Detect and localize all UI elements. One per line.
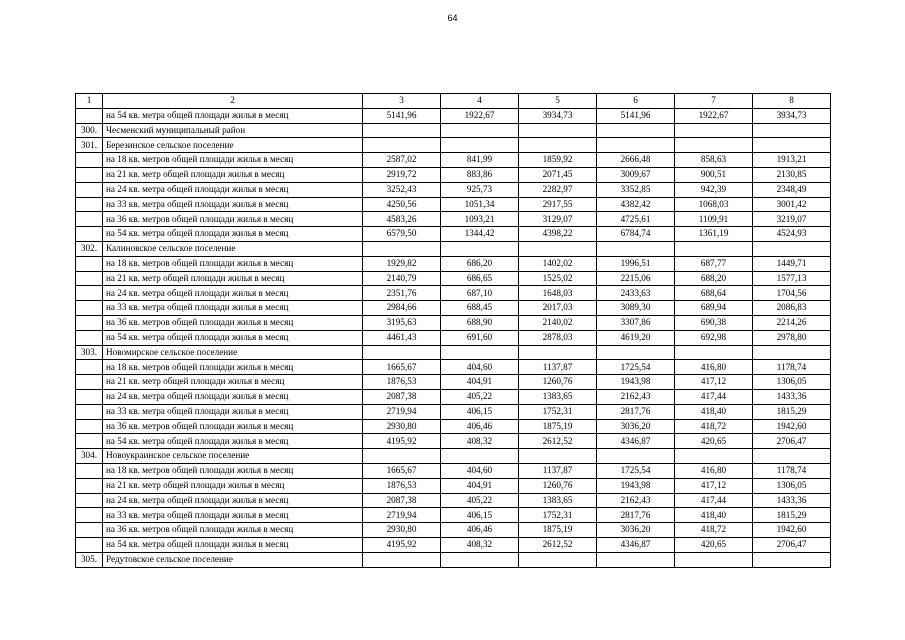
value-cell-col4: 1051,34: [441, 197, 519, 212]
value-cell-col3: 4461,43: [363, 330, 441, 345]
value-cell-col4: 841,99: [441, 153, 519, 168]
value-cell-col7: 417,44: [675, 493, 753, 508]
section-title-cell: Редутовское сельское поселение: [103, 552, 363, 567]
section-row: [76, 138, 831, 153]
header-cell: 3: [363, 94, 441, 109]
header-cell: 8: [753, 94, 831, 109]
value-cell-col7: 418,40: [675, 404, 753, 419]
row-number-cell: [76, 108, 103, 123]
row-number-cell: [76, 167, 103, 182]
value-cell-col8: 1306,05: [753, 375, 831, 390]
value-cell-col6: 2162,43: [597, 389, 675, 404]
table-row: [76, 360, 831, 375]
row-number-cell: 304.: [76, 449, 103, 464]
value-cell-col4: 406,15: [441, 508, 519, 523]
value-cell-col6: [597, 241, 675, 256]
value-cell-col3: 2087,38: [363, 389, 441, 404]
value-cell-col4: 688,90: [441, 315, 519, 330]
row-number-cell: [76, 434, 103, 449]
value-cell-col7: 418,72: [675, 523, 753, 538]
row-label-cell: на 54 кв. метра общей площади жилья в месяц: [103, 330, 363, 345]
value-cell-col3: [363, 241, 441, 256]
row-number-cell: [76, 212, 103, 227]
value-cell-col5: 1383,65: [519, 493, 597, 508]
row-label-cell: на 33 кв. метра общей площади жилья в месяц: [103, 508, 363, 523]
value-cell-col3: 2087,38: [363, 493, 441, 508]
value-cell-col5: 3129,07: [519, 212, 597, 227]
value-cell-col7: 1922,67: [675, 108, 753, 123]
section-title-cell: Березинское сельское поселение: [103, 138, 363, 153]
value-cell-col7: 942,39: [675, 182, 753, 197]
value-cell-col5: 2612,52: [519, 537, 597, 552]
row-number-cell: 303.: [76, 345, 103, 360]
value-cell-col8: 1942,60: [753, 523, 831, 538]
value-cell-col6: 1943,98: [597, 478, 675, 493]
table-row: [76, 256, 831, 271]
value-cell-col4: 408,32: [441, 537, 519, 552]
row-number-cell: [76, 463, 103, 478]
value-cell-col5: 1525,02: [519, 271, 597, 286]
value-cell-col5: 1260,76: [519, 478, 597, 493]
value-cell-col5: 1875,19: [519, 419, 597, 434]
value-cell-col3: [363, 138, 441, 153]
value-cell-col8: 1942,60: [753, 419, 831, 434]
value-cell-col3: 1665,67: [363, 463, 441, 478]
value-cell-col3: 2351,76: [363, 286, 441, 301]
row-label-cell: на 36 кв. метров общей площади жилья в месяц: [103, 523, 363, 538]
value-cell-col3: 1929,82: [363, 256, 441, 271]
header-cell: 1: [76, 94, 103, 109]
value-cell-col6: [597, 552, 675, 567]
value-cell-col5: 2017,03: [519, 301, 597, 316]
value-cell-col7: [675, 241, 753, 256]
section-title-cell: Новоукраинское сельское поселение: [103, 449, 363, 464]
header-cell: 2: [103, 94, 363, 109]
value-cell-col4: 1344,42: [441, 227, 519, 242]
row-label-cell: на 18 кв. метров общей площади жилья в месяц: [103, 360, 363, 375]
section-title-cell: Чесменский муниципальный район: [103, 123, 363, 138]
value-cell-col4: [441, 123, 519, 138]
value-cell-col6: 2433,63: [597, 286, 675, 301]
value-cell-col7: 687,77: [675, 256, 753, 271]
table-row: [76, 463, 831, 478]
row-label-cell: на 33 кв. метра общей площади жилья в месяц: [103, 301, 363, 316]
value-cell-col7: [675, 552, 753, 567]
row-number-cell: [76, 153, 103, 168]
value-cell-col6: 3036,20: [597, 419, 675, 434]
row-number-cell: [76, 330, 103, 345]
value-cell-col3: 1665,67: [363, 360, 441, 375]
row-number-cell: [76, 419, 103, 434]
row-number-cell: [76, 537, 103, 552]
value-cell-col3: 1876,53: [363, 478, 441, 493]
value-cell-col6: 2162,43: [597, 493, 675, 508]
header-cell: 5: [519, 94, 597, 109]
value-cell-col5: 1137,87: [519, 360, 597, 375]
value-cell-col3: 4195,92: [363, 434, 441, 449]
value-cell-col8: 1815,29: [753, 508, 831, 523]
value-cell-col4: [441, 138, 519, 153]
row-label-cell: на 33 кв. метра общей площади жилья в месяц: [103, 197, 363, 212]
table-row: [76, 330, 831, 345]
value-cell-col4: 686,20: [441, 256, 519, 271]
table-row: [76, 434, 831, 449]
table-row: [76, 389, 831, 404]
value-cell-col4: [441, 552, 519, 567]
value-cell-col6: [597, 449, 675, 464]
value-cell-col4: 686,65: [441, 271, 519, 286]
value-cell-col4: 404,91: [441, 375, 519, 390]
value-cell-col5: 2612,52: [519, 434, 597, 449]
row-label-cell: на 21 кв. метр общей площади жилья в месяц: [103, 167, 363, 182]
value-cell-col4: 687,10: [441, 286, 519, 301]
value-cell-col7: [675, 449, 753, 464]
row-number-cell: [76, 478, 103, 493]
value-cell-col6: 4619,20: [597, 330, 675, 345]
row-number-cell: [76, 493, 103, 508]
value-cell-col7: 689,94: [675, 301, 753, 316]
value-cell-col8: 1815,29: [753, 404, 831, 419]
value-cell-col7: 417,12: [675, 375, 753, 390]
row-label-cell: на 18 кв. метров общей площади жилья в месяц: [103, 153, 363, 168]
row-number-cell: 305.: [76, 552, 103, 567]
value-cell-col7: 858,63: [675, 153, 753, 168]
value-cell-col8: 1178,74: [753, 360, 831, 375]
row-number-cell: [76, 389, 103, 404]
value-cell-col5: [519, 138, 597, 153]
value-cell-col3: 4195,92: [363, 537, 441, 552]
value-cell-col3: 5141,96: [363, 108, 441, 123]
value-cell-col4: 405,22: [441, 389, 519, 404]
row-number-cell: [76, 375, 103, 390]
value-cell-col5: 1752,31: [519, 508, 597, 523]
value-cell-col8: 1704,56: [753, 286, 831, 301]
value-cell-col4: 883,86: [441, 167, 519, 182]
value-cell-col5: 2917,55: [519, 197, 597, 212]
value-cell-col7: 416,80: [675, 463, 753, 478]
row-label-cell: на 24 кв. метра общей площади жилья в месяц: [103, 286, 363, 301]
section-row: [76, 449, 831, 464]
value-cell-col8: [753, 138, 831, 153]
value-cell-col8: 2130,85: [753, 167, 831, 182]
table-row: [76, 212, 831, 227]
value-cell-col6: [597, 123, 675, 138]
value-cell-col8: 1433,36: [753, 389, 831, 404]
value-cell-col5: 1875,19: [519, 523, 597, 538]
table-row: [76, 271, 831, 286]
value-cell-col7: 1109,91: [675, 212, 753, 227]
value-cell-col7: 690,38: [675, 315, 753, 330]
value-cell-col3: [363, 449, 441, 464]
row-label-cell: на 24 кв. метра общей площади жилья в месяц: [103, 182, 363, 197]
row-label-cell: на 21 кв. метр общей площади жилья в месяц: [103, 478, 363, 493]
value-cell-col4: 404,91: [441, 478, 519, 493]
table-row: [76, 197, 831, 212]
row-label-cell: на 36 кв. метров общей площади жилья в месяц: [103, 315, 363, 330]
value-cell-col5: [519, 552, 597, 567]
value-cell-col6: 6784,74: [597, 227, 675, 242]
value-cell-col5: 1402,02: [519, 256, 597, 271]
value-cell-col7: 1361,19: [675, 227, 753, 242]
value-cell-col4: 406,46: [441, 523, 519, 538]
tariff-table: [75, 93, 831, 568]
header-cell: 7: [675, 94, 753, 109]
table-row: [76, 301, 831, 316]
value-cell-col5: [519, 449, 597, 464]
table-row: [76, 419, 831, 434]
value-cell-col4: 925,73: [441, 182, 519, 197]
value-cell-col3: [363, 345, 441, 360]
value-cell-col8: [753, 552, 831, 567]
value-cell-col7: 417,44: [675, 389, 753, 404]
value-cell-col8: 1913,21: [753, 153, 831, 168]
value-cell-col7: [675, 345, 753, 360]
row-number-cell: 302.: [76, 241, 103, 256]
row-label-cell: на 54 кв. метра общей площади жилья в месяц: [103, 108, 363, 123]
value-cell-col6: 3352,85: [597, 182, 675, 197]
value-cell-col4: 405,22: [441, 493, 519, 508]
value-cell-col5: 4398,22: [519, 227, 597, 242]
value-cell-col3: 4250,56: [363, 197, 441, 212]
value-cell-col5: 2140,02: [519, 315, 597, 330]
row-label-cell: на 54 кв. метра общей площади жилья в месяц: [103, 227, 363, 242]
value-cell-col8: 2978,80: [753, 330, 831, 345]
value-cell-col3: 2984,66: [363, 301, 441, 316]
value-cell-col5: [519, 345, 597, 360]
row-number-cell: 300.: [76, 123, 103, 138]
table-row: [76, 478, 831, 493]
value-cell-col4: 1922,67: [441, 108, 519, 123]
value-cell-col3: [363, 552, 441, 567]
header-row: [76, 94, 831, 109]
value-cell-col7: [675, 123, 753, 138]
value-cell-col3: 2919,72: [363, 167, 441, 182]
value-cell-col3: 1876,53: [363, 375, 441, 390]
value-cell-col3: 2930,80: [363, 523, 441, 538]
value-cell-col5: 1859,92: [519, 153, 597, 168]
value-cell-col3: 3252,43: [363, 182, 441, 197]
row-label-cell: на 18 кв. метров общей площади жилья в месяц: [103, 463, 363, 478]
table-row: [76, 537, 831, 552]
table-body: [76, 108, 831, 567]
value-cell-col8: 2214,26: [753, 315, 831, 330]
value-cell-col6: 3009,67: [597, 167, 675, 182]
row-label-cell: на 33 кв. метра общей площади жилья в месяц: [103, 404, 363, 419]
value-cell-col6: 2215,06: [597, 271, 675, 286]
row-label-cell: на 24 кв. метра общей площади жилья в месяц: [103, 493, 363, 508]
value-cell-col6: 4725,61: [597, 212, 675, 227]
value-cell-col8: [753, 449, 831, 464]
value-cell-col6: 2817,76: [597, 508, 675, 523]
value-cell-col4: [441, 345, 519, 360]
value-cell-col5: 1752,31: [519, 404, 597, 419]
value-cell-col8: 1449,71: [753, 256, 831, 271]
value-cell-col4: 408,32: [441, 434, 519, 449]
value-cell-col6: 2666,48: [597, 153, 675, 168]
value-cell-col6: 2817,76: [597, 404, 675, 419]
value-cell-col8: 1306,05: [753, 478, 831, 493]
value-cell-col6: [597, 345, 675, 360]
value-cell-col8: [753, 345, 831, 360]
section-title-cell: Новомирское сельское поселение: [103, 345, 363, 360]
value-cell-col8: 4524,93: [753, 227, 831, 242]
section-row: [76, 552, 831, 567]
value-cell-col4: 406,46: [441, 419, 519, 434]
value-cell-col3: 2930,80: [363, 419, 441, 434]
value-cell-col7: 900,51: [675, 167, 753, 182]
row-label-cell: на 21 кв. метр общей площади жилья в месяц: [103, 375, 363, 390]
value-cell-col7: 420,65: [675, 434, 753, 449]
value-cell-col7: 416,80: [675, 360, 753, 375]
value-cell-col7: 1068,03: [675, 197, 753, 212]
value-cell-col4: 691,60: [441, 330, 519, 345]
value-cell-col6: [597, 138, 675, 153]
section-row: [76, 345, 831, 360]
value-cell-col5: 2878,03: [519, 330, 597, 345]
row-number-cell: [76, 182, 103, 197]
value-cell-col7: 688,64: [675, 286, 753, 301]
table-row: [76, 182, 831, 197]
table-row: [76, 508, 831, 523]
row-number-cell: [76, 315, 103, 330]
value-cell-col7: [675, 138, 753, 153]
value-cell-col5: 1137,87: [519, 463, 597, 478]
row-number-cell: [76, 508, 103, 523]
value-cell-col5: 1260,76: [519, 375, 597, 390]
value-cell-col5: 1648,03: [519, 286, 597, 301]
value-cell-col4: 688,45: [441, 301, 519, 316]
value-cell-col6: 4346,87: [597, 537, 675, 552]
section-title-cell: Калиновское сельское поселение: [103, 241, 363, 256]
table-row: [76, 375, 831, 390]
value-cell-col6: 5141,96: [597, 108, 675, 123]
value-cell-col6: 1943,98: [597, 375, 675, 390]
value-cell-col3: 2719,94: [363, 404, 441, 419]
value-cell-col4: [441, 241, 519, 256]
row-number-cell: [76, 227, 103, 242]
value-cell-col8: 2706,47: [753, 434, 831, 449]
table-row: [76, 404, 831, 419]
value-cell-col8: 2348,49: [753, 182, 831, 197]
value-cell-col6: 3089,30: [597, 301, 675, 316]
value-cell-col5: 2282,97: [519, 182, 597, 197]
row-number-cell: 301.: [76, 138, 103, 153]
value-cell-col6: 4346,87: [597, 434, 675, 449]
row-number-cell: [76, 360, 103, 375]
table-row: [76, 493, 831, 508]
table-row: [76, 153, 831, 168]
value-cell-col3: [363, 123, 441, 138]
value-cell-col6: 1725,54: [597, 463, 675, 478]
row-number-cell: [76, 197, 103, 212]
row-label-cell: на 54 кв. метра общей площади жилья в месяц: [103, 537, 363, 552]
value-cell-col5: 1383,65: [519, 389, 597, 404]
row-number-cell: [76, 271, 103, 286]
value-cell-col3: 2587,02: [363, 153, 441, 168]
value-cell-col8: 1577,13: [753, 271, 831, 286]
row-label-cell: на 36 кв. метров общей площади жилья в месяц: [103, 419, 363, 434]
value-cell-col4: 406,15: [441, 404, 519, 419]
value-cell-col6: 1996,51: [597, 256, 675, 271]
value-cell-col8: 1433,36: [753, 493, 831, 508]
row-number-cell: [76, 286, 103, 301]
value-cell-col8: 2086,83: [753, 301, 831, 316]
section-row: [76, 123, 831, 138]
section-row: [76, 241, 831, 256]
value-cell-col5: [519, 241, 597, 256]
value-cell-col4: 1093,21: [441, 212, 519, 227]
value-cell-col4: 404,60: [441, 463, 519, 478]
table-row: [76, 108, 831, 123]
table-row: [76, 286, 831, 301]
value-cell-col3: 4583,26: [363, 212, 441, 227]
value-cell-col8: [753, 241, 831, 256]
value-cell-col6: 1725,54: [597, 360, 675, 375]
value-cell-col7: 417,12: [675, 478, 753, 493]
row-number-cell: [76, 523, 103, 538]
table-row: [76, 315, 831, 330]
value-cell-col5: [519, 123, 597, 138]
value-cell-col7: 420,65: [675, 537, 753, 552]
value-cell-col7: 692,98: [675, 330, 753, 345]
table-row: [76, 167, 831, 182]
table-row: [76, 227, 831, 242]
value-cell-col5: 2071,45: [519, 167, 597, 182]
value-cell-col3: 6579,50: [363, 227, 441, 242]
row-label-cell: на 36 кв. метров общей площади жилья в месяц: [103, 212, 363, 227]
value-cell-col8: 1178,74: [753, 463, 831, 478]
value-cell-col4: [441, 449, 519, 464]
value-cell-col4: 404,60: [441, 360, 519, 375]
value-cell-col7: 418,40: [675, 508, 753, 523]
value-cell-col6: 4382,42: [597, 197, 675, 212]
value-cell-col8: [753, 123, 831, 138]
value-cell-col3: 2140,79: [363, 271, 441, 286]
value-cell-col8: 3219,07: [753, 212, 831, 227]
value-cell-col6: 3036,20: [597, 523, 675, 538]
value-cell-col6: 3307,86: [597, 315, 675, 330]
row-number-cell: [76, 301, 103, 316]
row-label-cell: на 18 кв. метров общей площади жилья в месяц: [103, 256, 363, 271]
value-cell-col8: 2706,47: [753, 537, 831, 552]
row-label-cell: на 24 кв. метра общей площади жилья в месяц: [103, 389, 363, 404]
header-cell: 6: [597, 94, 675, 109]
header-cell: 4: [441, 94, 519, 109]
table-row: [76, 523, 831, 538]
row-number-cell: [76, 256, 103, 271]
row-label-cell: на 54 кв. метра общей площади жилья в месяц: [103, 434, 363, 449]
value-cell-col5: 3934,73: [519, 108, 597, 123]
value-cell-col7: 418,72: [675, 419, 753, 434]
row-number-cell: [76, 404, 103, 419]
value-cell-col7: 688,20: [675, 271, 753, 286]
value-cell-col3: 3195,63: [363, 315, 441, 330]
value-cell-col3: 2719,94: [363, 508, 441, 523]
value-cell-col8: 3001,42: [753, 197, 831, 212]
value-cell-col8: 3934,73: [753, 108, 831, 123]
row-label-cell: на 21 кв. метр общей площади жилья в месяц: [103, 271, 363, 286]
page-number: 64: [447, 13, 458, 23]
